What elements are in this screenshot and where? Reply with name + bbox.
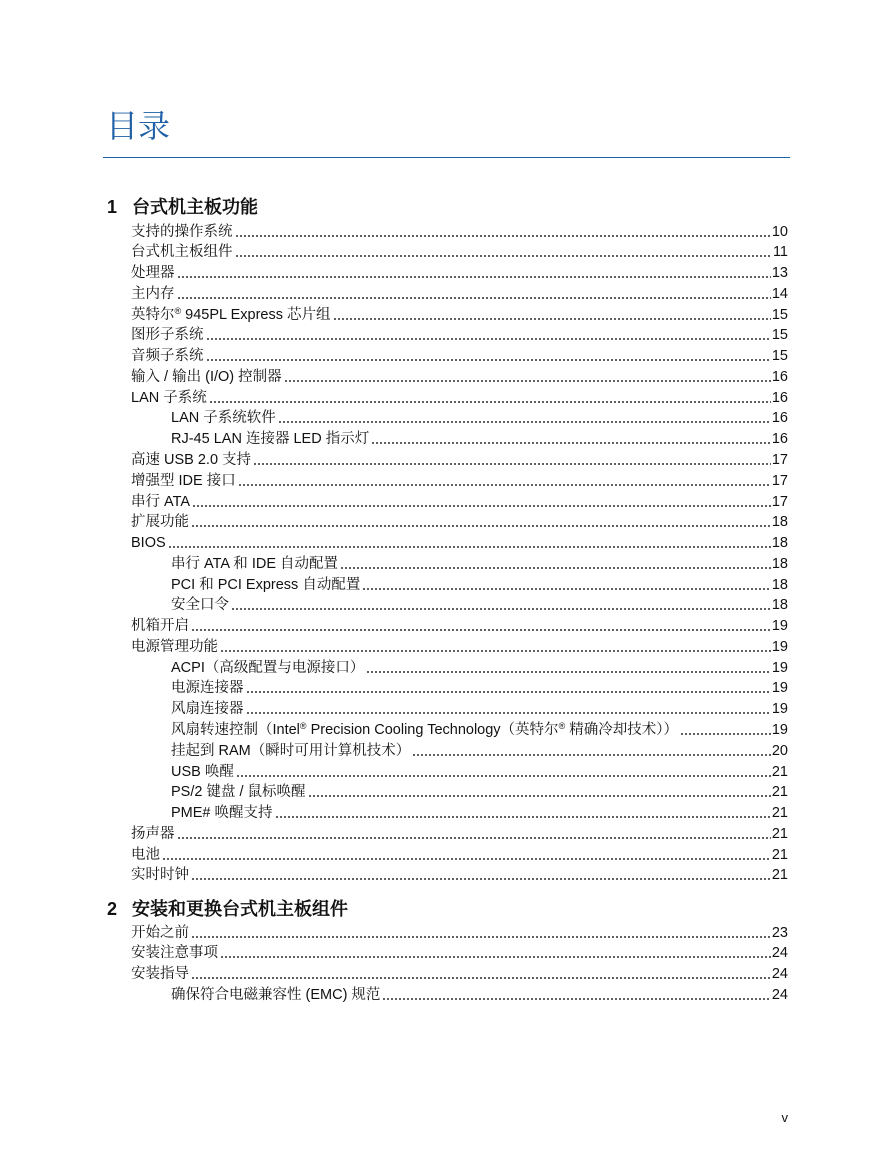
toc-entry-title: 支持的操作系统 (131, 223, 233, 240)
toc-entry-title: BIOS (131, 535, 166, 552)
toc-entry-title: 开始之前 (131, 924, 189, 941)
title-divider (103, 157, 790, 158)
toc-entry-page-number: 23 (771, 924, 788, 941)
toc-entry-page-number: 13 (771, 265, 788, 282)
toc-entry-title-part: Precision Cooling Technology（英特尔 (306, 721, 559, 738)
toc-entry-page-number: 10 (771, 223, 788, 240)
toc-entry[interactable] (131, 616, 788, 637)
toc-entry-title (171, 720, 678, 741)
toc-entry-title: PS/2 键盘 / 鼠标唤醒 (171, 784, 306, 801)
toc-entry-title: 实时时钟 (131, 867, 189, 884)
dot-leader (178, 284, 771, 305)
page-number: v (781, 1110, 788, 1125)
dot-leader (236, 242, 772, 263)
toc-entry[interactable] (131, 923, 788, 944)
dot-leader (383, 985, 770, 1006)
toc-subentry[interactable] (131, 575, 788, 596)
toc-entry-title: 风扇连接器 (171, 701, 244, 718)
toc-list (131, 222, 788, 887)
section-heading[interactable] (107, 898, 790, 920)
toc-entry-page-number: 16 (771, 431, 788, 448)
dot-leader (192, 923, 771, 944)
dot-leader (413, 741, 771, 762)
toc-entry-page-number: 14 (771, 285, 788, 302)
toc-subentry[interactable] (131, 429, 788, 450)
toc-entry[interactable] (131, 222, 788, 243)
toc-entry-page-number: 24 (771, 945, 788, 962)
toc-entry[interactable] (131, 471, 788, 492)
toc-entry[interactable] (131, 824, 788, 845)
toc-subentry[interactable] (131, 595, 788, 616)
toc-entry[interactable] (131, 492, 788, 513)
toc-entry-title-part: 风扇转速控制（Intel (171, 721, 300, 738)
dot-leader (178, 263, 771, 284)
toc-entry-page-number: 19 (771, 721, 788, 738)
dot-leader (237, 762, 771, 783)
registered-mark: ® (174, 305, 182, 316)
toc-entry-page-number: 21 (771, 763, 788, 780)
toc-entry-title: 扬声器 (131, 825, 175, 842)
toc-entry-title-part: 精确冷却技术）） (565, 721, 678, 738)
toc-entry-page-number: 15 (771, 306, 788, 323)
toc-subentry[interactable] (131, 803, 788, 824)
dot-leader (193, 492, 771, 513)
toc-entry-page-number: 16 (771, 368, 788, 385)
toc-entry-title: 电源连接器 (171, 680, 244, 697)
toc-entry[interactable] (131, 346, 788, 367)
toc-entry-title: 机箱开启 (131, 618, 189, 635)
toc-entry[interactable] (131, 964, 788, 985)
toc-entry-page-number: 19 (771, 638, 788, 655)
toc-entry-page-number: 15 (771, 327, 788, 344)
toc-entry-page-number: 17 (771, 452, 788, 469)
toc-entry-title-part: 945PL Express 芯片组 (181, 306, 331, 323)
dot-leader (221, 637, 771, 658)
dot-leader (192, 964, 771, 985)
toc-entry[interactable] (131, 284, 788, 305)
toc-subentry[interactable] (131, 408, 788, 429)
toc-entry-title: 挂起到 RAM（瞬时可用计算机技术） (171, 742, 411, 759)
toc-entry-page-number: 24 (771, 966, 788, 983)
toc-entry-title: PME# 唤醒支持 (171, 805, 273, 822)
page-title: 目录 (106, 108, 171, 144)
toc-subentry[interactable] (131, 741, 788, 762)
dot-leader (279, 408, 771, 429)
toc-subentry[interactable] (131, 699, 788, 720)
dot-leader (254, 450, 771, 471)
toc-entry-title: 串行 ATA (131, 493, 191, 510)
toc-entry[interactable] (131, 242, 788, 263)
dot-leader (247, 678, 771, 699)
dot-leader (232, 595, 771, 616)
registered-mark: ® (558, 720, 566, 731)
section-number: 1 (107, 197, 118, 217)
toc-entry[interactable] (131, 845, 788, 866)
toc-entry-title: 电源管理功能 (131, 638, 218, 655)
section-number: 2 (107, 899, 118, 919)
toc-entry-page-number: 18 (771, 555, 788, 572)
toc-entry-page-number: 18 (771, 576, 788, 593)
dot-leader (341, 554, 771, 575)
toc-entry[interactable] (131, 263, 788, 284)
toc-entry-title-part: 英特尔 (131, 306, 175, 323)
toc-entry-page-number: 19 (771, 618, 788, 635)
dot-leader (169, 533, 771, 554)
dot-leader (163, 845, 771, 866)
toc-entry-page-number: 16 (771, 410, 788, 427)
dot-leader (363, 575, 771, 596)
toc-entry-page-number: 21 (771, 846, 788, 863)
toc-entry-title: 图形子系统 (131, 327, 204, 344)
toc-entry-page-number: 17 (771, 472, 788, 489)
dot-leader (309, 782, 771, 803)
toc-list (131, 923, 788, 1006)
toc-entry-page-number: 11 (772, 244, 788, 261)
dot-leader (334, 305, 771, 326)
toc-entry[interactable] (131, 388, 788, 409)
toc-subentry[interactable] (131, 678, 788, 699)
toc-entry-page-number: 21 (771, 867, 788, 884)
section-heading[interactable] (107, 196, 790, 218)
toc-entry-title: 高速 USB 2.0 支持 (131, 452, 252, 469)
dot-leader (285, 367, 771, 388)
toc-entry-page-number: 18 (771, 535, 788, 552)
toc-entry[interactable] (131, 450, 788, 471)
toc-subentry[interactable] (131, 554, 788, 575)
toc-entry[interactable] (131, 367, 788, 388)
dot-leader (192, 512, 771, 533)
dot-leader (247, 699, 771, 720)
toc-entry-title: 串行 ATA 和 IDE 自动配置 (171, 555, 339, 572)
toc-entry[interactable] (131, 637, 788, 658)
toc-entry-title (131, 305, 331, 326)
toc-entry-page-number: 15 (771, 348, 788, 365)
toc-entry[interactable] (131, 533, 788, 554)
toc-entry-title: 安全口令 (171, 597, 229, 614)
toc-entry[interactable] (131, 512, 788, 533)
toc-entry[interactable] (131, 305, 788, 326)
toc-entry-page-number: 21 (771, 784, 788, 801)
dot-leader (210, 388, 771, 409)
toc-subentry[interactable] (131, 762, 788, 783)
toc-entry-page-number: 21 (771, 825, 788, 842)
toc-entry-page-number: 24 (771, 986, 788, 1003)
registered-mark: ® (299, 720, 307, 731)
toc-subentry[interactable] (131, 720, 788, 741)
dot-leader (221, 943, 771, 964)
toc-subentry[interactable] (131, 985, 788, 1006)
toc-entry-title: 处理器 (131, 265, 175, 282)
toc-entry-title: LAN 子系统 (131, 389, 207, 406)
toc-entry-title: 输入 / 输出 (I/O) 控制器 (131, 368, 282, 385)
section-title: 安装和更换台式机主板组件 (132, 899, 348, 919)
toc-entry-title: LAN 子系统软件 (171, 410, 276, 427)
dot-leader (372, 429, 771, 450)
toc-entry[interactable] (131, 943, 788, 964)
toc-entry-title: RJ-45 LAN 连接器 LED 指示灯 (171, 431, 370, 448)
toc-entry-title: 台式机主板组件 (131, 244, 233, 261)
dot-leader (178, 824, 771, 845)
section-title: 台式机主板功能 (132, 197, 258, 217)
toc-entry-title: 确保符合电磁兼容性 (EMC) 规范 (171, 986, 381, 1003)
dot-leader (236, 222, 771, 243)
toc-entry-page-number: 18 (771, 597, 788, 614)
toc-entry-title: PCI 和 PCI Express 自动配置 (171, 576, 361, 593)
toc-entry[interactable] (131, 325, 788, 346)
toc-subentry[interactable] (131, 782, 788, 803)
dot-leader (192, 616, 771, 637)
toc-entry-page-number: 18 (771, 514, 788, 531)
toc-entry-page-number: 17 (771, 493, 788, 510)
toc-entry-title: 电池 (131, 846, 160, 863)
dot-leader (239, 471, 771, 492)
toc-entry-page-number: 19 (771, 680, 788, 697)
toc-entry-title: ACPI（高级配置与电源接口） (171, 659, 365, 676)
dot-leader (367, 658, 771, 679)
toc-subentry[interactable] (131, 658, 788, 679)
toc-entry-title: 主内存 (131, 285, 175, 302)
toc-entry-page-number: 20 (771, 742, 788, 759)
toc-entry-title: 增强型 IDE 接口 (131, 472, 236, 489)
toc-entry[interactable] (131, 865, 788, 886)
dot-leader (207, 325, 771, 346)
toc-entry-page-number: 21 (771, 805, 788, 822)
dot-leader (192, 865, 771, 886)
toc-entry-title: USB 唤醒 (171, 763, 234, 780)
toc-entry-title: 安装注意事项 (131, 945, 218, 962)
dot-leader (681, 720, 771, 741)
toc-entry-page-number: 19 (771, 659, 788, 676)
toc-entry-title: 安装指导 (131, 966, 189, 983)
dot-leader (276, 803, 771, 824)
toc-entry-page-number: 19 (771, 701, 788, 718)
dot-leader (207, 346, 771, 367)
toc-entry-title: 音频子系统 (131, 348, 204, 365)
toc-entry-page-number: 16 (771, 389, 788, 406)
toc-entry-title: 扩展功能 (131, 514, 189, 531)
